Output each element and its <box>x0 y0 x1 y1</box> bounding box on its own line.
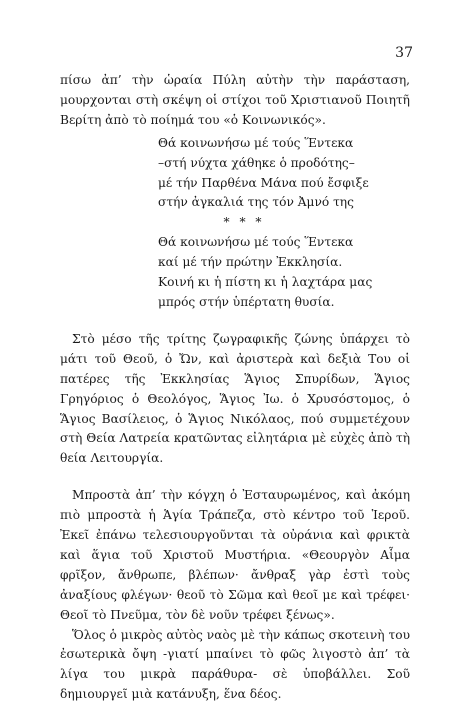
verse-line: Θά κοινωνήσω μέ τούς Ἕντεκα <box>158 135 354 150</box>
verse-line: –στή νύχτα χάθηκε ὁ προδότης– <box>158 155 355 170</box>
verse-line: μπρός στήν ὑπέρτατη θυσία. <box>158 294 335 309</box>
verse-line: μέ τήν Παρθένα Μάνα πού ἔσφιξε <box>158 175 369 190</box>
verse-line: Θά κοινωνήσω μέ τούς Ἕντεκα <box>158 235 354 250</box>
stanza-separator: * * * <box>223 215 265 230</box>
body-text <box>60 71 410 705</box>
verse-line: Κοινή κι ἡ πίστη κι ἡ λαχτάρα μας <box>158 275 373 290</box>
paragraph-altar: Μπροστὰ ἀπ’ τὴν κόγχη ὁ Ἐσταυρωμένος, καὶ ἀκόμη πιὸ μπροστὰ ἡ Ἁγία Τράπεζα, στὸ κέντρο τοῦ Ἱεροῦ. Ἐκεῖ ἐπάνω τελεσιουργοῦνται τὰ οὐράνια καὶ φρικτὰ καὶ ἅγια τοῦ Χριστοῦ Μυστήρια. «Θεουργὸν Αἷμα φρῖξον, ἄνθρωπε, βλέπων· ἄνθραξ γὰρ ἐστὶ τοὺς ἀναξίους φλέγων· θεοῦ τὸ Σῶμα καὶ θεοῖ με καὶ τρέφει· Θεοῖ τὸ Πνεῦμα, τὸν δὲ νοῦν τρέφει ξένως». <box>60 488 410 622</box>
verse-stanza-2 <box>60 233 410 313</box>
paragraph-fathers: Στὸ μέσο τῆς τρίτης ζωγραφικῆς ζώνης ὑπάρχει τὸ μάτι τοῦ Θεοῦ, ὁ Ὤν, καὶ ἀριστερὰ καὶ δεξιὰ Του οἱ πατέρες τῆς Ἐκκλησίας Ἅγιος Σπυρίδων, Ἅγιος Γρηγόριος ὁ Θεολόγος, Ἅγιος Ἰω. ὁ Χρυσόστομος, ὁ Ἅγιος Βασίλειος, ὁ Ἅγιος Νικόλαος, πού συμμετέχουν στὴ Θεία Λατρεία κρατῶντας εἰλητάρια μὲ εὐχὲς ἀπὸ τὴ θεία Λειτουργία. <box>60 331 410 466</box>
page-number: 37 <box>395 45 413 61</box>
paragraph-church: Ὅλος ὁ μικρὸς αὐτὸς ναὸς μὲ τὴν κάπως σκοτεινὴ του ἐσωτερικὰ ὄψη -γιατί μπαίνει τὸ φῶς λιγοστὸ ἀπ’ τὰ λίγα του μικρὰ παράθυρα- σὲ ὑποβάλλει. Σοῦ δημιουργεῖ μιὰ κατάνυξη, ἕνα δέος. <box>60 627 410 702</box>
verse-stanza-1 <box>60 134 410 214</box>
verse-line: στήν ἀγκαλιά της τόν Ἀμνό της <box>158 195 354 210</box>
intro-paragraph: πίσω ἀπ’ τὴν ὡραία Πύλη αὐτὴν τὴν παράσταση, μουρχονται στὴ σκέψη οἱ στίχοι τοῦ Χριστιανοῦ Ποιητῆ Βερίτη ἀπὸ τὸ ποίημά του «ὁ Κοινωνικός». <box>60 73 410 127</box>
verse-line: καί μέ τήν πρώτην Ἐκκλησία. <box>158 255 343 270</box>
